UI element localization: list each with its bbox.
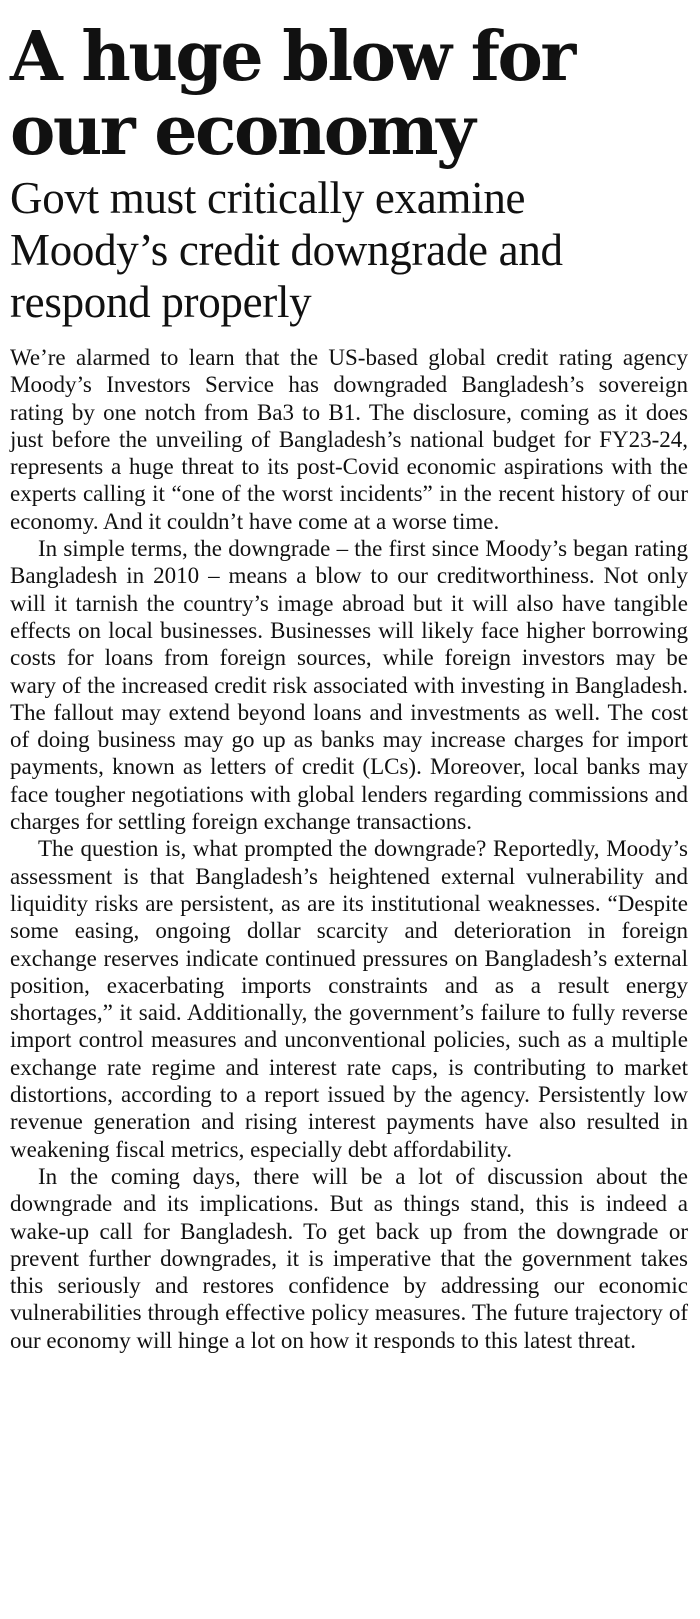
article-body: [10, 344, 688, 1354]
paragraph-4: In the coming days, there will be a lot of discussion about the downgrade and its implications. But as things stand, this is indeed a wake-up call for Bangladesh. To get back up from the downgrade or prevent further downgrades, it is imperative that the government takes this seriously and restores confidence by addressing our economic vulnerabilities through effective policy measures. The future trajectory of our economy will hinge a lot on how it responds to this latest threat.: [10, 1163, 688, 1353]
headline-line-1: A huge blow for: [10, 17, 574, 97]
paragraph-3: The question is, what prompted the downgrade? Reportedly, Moody’s assessment is that Bangladesh’s heightened external vulnerability and liquidity risks are persistent, as are its institutional weaknesses. “Despite some easing, ongoing dollar scarcity and deterioration in foreign exchange reserves indicate continued pressures on Bangladesh’s external position, exacerbating imports constraints and as a result energy shortages,” it said. Additionally, the government’s failure to fully reverse import control measures and unconventional policies, such as a multiple exchange rate regime and interest rate caps, is contributing to market distortions, according to a report issued by the agency. Persistently low revenue generation and rising interest payments have also resulted in weakening fiscal metrics, especially debt affordability.: [10, 836, 688, 1162]
headline-line-2: our economy: [10, 91, 474, 171]
paragraph-1: We’re alarmed to learn that the US-based global credit rating agency Moody’s Investors Service has downgraded Bangladesh’s sovereign rating by one notch from Ba3 to B1. The disclosure, coming as it does just before the unveiling of Bangladesh’s national budget for FY23-24, represents a huge threat to its post-Covid economic aspirations with the experts calling it “one of the worst incidents” in the recent history of our economy. And it couldn’t have come at a worse time.: [10, 345, 688, 534]
paragraph-2: In simple terms, the downgrade – the first since Moody’s began rating Bangladesh in 2010 – means a blow to our creditworthiness. Not only will it tarnish the country’s image abroad but it will also have tangible effects on local businesses. Businesses will likely face higher borrowing costs for loans from foreign sources, while foreign investors may be wary of the increased credit risk associated with investing in Bangladesh. The fallout may extend beyond loans and investments as well. The cost of doing business may go up as banks may increase charges for import payments, known as letters of credit (LCs). Moreover, local banks may face tougher negotiations with global lenders regarding commissions and charges for settling foreign exchange transactions.: [10, 536, 688, 835]
subheadline: Govt must critically examine Moody’s credit downgrade and respond properly: [10, 173, 563, 327]
headline: [10, 17, 688, 171]
